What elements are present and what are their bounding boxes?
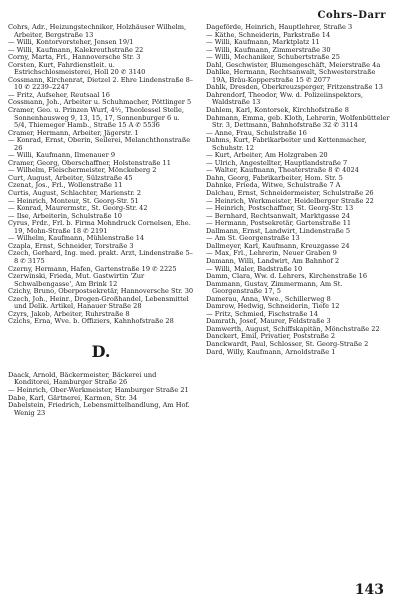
directory-entry: — Am St. Georgenstraße 13 xyxy=(206,234,300,243)
directory-entry: Dabelstein, Friedrich, Lebensmittelhandlung, Am Hof. Wenig 23 xyxy=(8,401,190,417)
directory-entry: — Wilhelm, Kaufmann, Mühlenstraße 14 xyxy=(8,234,145,243)
running-head: Cohrs–Darr xyxy=(317,10,386,21)
section-letter-heading: D. xyxy=(91,341,111,361)
directory-entry: Dahms, Kurt, Fabrikarbeiter und Kettenmacher, Schuhstr. 12 xyxy=(206,136,367,152)
directory-entry: — Heinrich, Ober-Werkmeister, Hamburger Straße 21 xyxy=(8,385,189,394)
directory-entry: Dard, Willy, Kaufmann, Arnoldstraße 1 xyxy=(206,347,336,356)
page-number: 143 xyxy=(354,582,384,598)
directory-entry: Dahnke, Frieda, Witwe, Schulstraße 7 A xyxy=(206,181,341,190)
directory-entry: Danckert, Emil, Privatier, Poststraße 2 xyxy=(206,332,336,341)
page-header xyxy=(0,10,400,24)
directory-entry: Cossmann, Kirchenrat, Dietzel 2. Ehre Lindenstraße 8–10 ✆ 2239–2247 xyxy=(8,75,194,92)
directory-entry: — Wilhelm, Fleischermeister, Mönckeberg 2 xyxy=(8,166,157,175)
left-entries-bottom xyxy=(8,372,194,417)
directory-entry: Daack, Arnold, Bäckermeister, Bäckerei und Konditorei, Hamburger Straße 26 xyxy=(8,370,157,387)
directory-entry: Dageförde, Heinrich, Hauptlehrer, Straße 3 xyxy=(206,23,353,31)
directory-entry: — Willi, Kaufmann, Kalekreuthstraße 22 xyxy=(8,45,144,54)
directory-entry: — Fritz, Aufseher, Reutsaal 16 xyxy=(8,90,110,99)
directory-entry: Damrath, Josef, Maurer, Feldstraße 3 xyxy=(206,317,331,326)
directory-entry: Danckwardt, Paul, Schlosser, St. Georg-Straße 2 xyxy=(206,339,369,348)
directory-entry: Czerny, Hermann, Hafen, Gartenstraße 19 ✆ 2225 xyxy=(8,264,177,273)
directory-entry: Dahrendorf, Theodor, Ww. d. Polizeiinspektors, Waldstraße 13 xyxy=(206,90,364,107)
directory-entry: — Willi, Kaufmann, Zimmerstraße 30 xyxy=(206,45,331,54)
directory-entry: Cossmann, Joh., Arbeiter u. Schuhmacher, Pöttlinger 5 xyxy=(8,98,192,107)
directory-entry: Dahl, Geschwister, Blumengeschäft, Meierstraße 4a xyxy=(206,60,381,69)
directory-entry: Czenat, Jos., Frl., Wollenstraße 11 xyxy=(8,181,123,190)
directory-entry: Czyrs, Jakob, Arbeiter, Ruhrstraße 8 xyxy=(8,309,130,318)
directory-entry: Damerau, Anna, Wwe., Schillerweg 8 xyxy=(206,294,331,303)
directory-entry: Dahmann, Emma, geb. Kloth, Lehrerin, Wolfenbütteler Str. 3, Dettmann, Bahnhofstraße 32 ✆ 3114 xyxy=(206,113,390,130)
directory-entry: — Ulrich, Angestellter, Hauptlandstraße 7 xyxy=(206,158,348,167)
directory-entry: — Hermann, Postsekretär, Gartenstraße 11 xyxy=(206,219,352,228)
directory-entry: — Heinrich, Postschaffner, St. Georg-Str. 13 xyxy=(206,204,354,213)
directory-entry: Czichy, Bruno, Oberpostsekretär, Hannoversche Str. 30 xyxy=(8,287,194,296)
directory-entry: — Willi, Kaufmann, Marktplatz 11 xyxy=(206,38,320,47)
directory-entry: Cyrus, Frdr., Frl. b. Firma Mohndruck Cornelsen, Ehe. 19, Mohn-Straße 18 ✆ 2191 xyxy=(8,219,191,235)
directory-entry: Dammann, Gustav, Zimmermann, Am St. Georgenstraße 17, 5 xyxy=(206,279,343,296)
directory-entry: — Willi, Maler, Badstraße 10 xyxy=(206,264,303,273)
directory-entry: — Konrad, Maurermstr., St. Georg-Str. 42 xyxy=(8,204,148,213)
directory-entry: Czech, Gerhard, Ing. med. prakt. Arzt, Lindenstraße 5–8 ✆ 3175 xyxy=(8,249,193,265)
directory-entry: Cramer, Georg, Oberschaffner, Holstenstraße 11 xyxy=(8,158,171,167)
directory-entry: Curt, August, Arbeiter, Sülzstraße 45 xyxy=(8,173,133,182)
right-entries xyxy=(206,24,392,356)
directory-entry: — Willi, Kaufmann, Ilmenauer 9 xyxy=(8,151,116,160)
directory-entry: Cramer, Geo. u. Prinzen Wurf, 4½, Theolessel Stelle, Sonnenhausweg 9, 13, 15, 17, Sonnenburger 6 u. 5/4, Thiemeger Hamb., Straße 15 A ✆ 5536 xyxy=(8,106,184,130)
directory-entry: Dahn, Georg, Fabrikarbeiter, Hom. Str. 5 xyxy=(206,173,343,182)
directory-entry: — Walter, Kaufmann, Theaterstraße 8 ✆ 4024 xyxy=(206,166,359,175)
directory-entry: Dahlk, Dresden, Oberkreuzsperger, Fritzenstraße 13 xyxy=(206,83,383,92)
directory-entry: Dallmeyer, Karl, Kaufmann, Kreuzgasse 24 xyxy=(206,241,350,250)
directory-entry: Czichs, Erna, Wve. b. Offiziers, Kahnhofstraße 28 xyxy=(8,317,174,326)
directory-entry: Damann, Willi, Landwirt, Am Bahnhof 2 xyxy=(206,256,340,265)
right-column xyxy=(206,24,392,356)
directory-entry: — Willi, Kontorvorsteher, Jensen 19/1 xyxy=(8,38,134,47)
directory-entry: Dalchau, Ernst, Schneidermeister, Schulstraße 26 xyxy=(206,189,374,198)
directory-entry: — Heinrich, Monteur, St. Georg-Str. 51 xyxy=(8,196,139,205)
directory-entry: Damm, Clara, Ww. d. Lehrers, Kirchenstraße 16 xyxy=(206,272,368,281)
directory-entry: Damrow, Hedwig, Schneiderin, Tiefe 12 xyxy=(206,302,340,311)
directory-entry: — Anne, Frau, Schulstraße 16 xyxy=(206,128,307,137)
directory-entry: Czerwinski, Frieda, Mut. Gastwirtin 'Zur Schwalbengasse', Am Brink 12 xyxy=(8,272,145,288)
directory-entry: Czech, Joh., Heinr., Drogen-Großhandel, Lebensmittel und Delik. Artikel, Hanauer Straße 28 xyxy=(8,294,189,311)
directory-entry: — Max, Frl., Lehrerin, Neuer Graben 9 xyxy=(206,249,337,258)
directory-entry: Curtis, August, Schlachter, Marienstr. 2 xyxy=(8,189,142,198)
left-column xyxy=(8,24,194,417)
directory-entry: Dahlem, Karl, Kontorsek, Kirchhofstraße 8 xyxy=(206,106,349,115)
directory-entry: — Bernhard, Rechtsanwalt, Marktgasse 24 xyxy=(206,211,350,220)
directory-entry: Cramer, Hermann, Arbeiter, Jägerstr. 1 xyxy=(8,128,139,137)
directory-entry: — Ilse, Arbeiterin, Schulstraße 10 xyxy=(8,211,122,220)
left-entries-top xyxy=(8,24,194,326)
directory-entry: Corny, Marta, Frl., Hannoversche Str. 3 xyxy=(8,53,141,62)
directory-entry: Damwerth, August, Schiffskapitän, Mönchstraße 22 xyxy=(206,324,380,333)
directory-entry: Dabe, Karl, Gärtnerei, Karmen, Str. 34 xyxy=(8,393,138,402)
directory-entry: — Kurt, Arbeiter, Am Holzgraben 20 xyxy=(206,151,328,160)
directory-entry: Czapla, Ernst, Schneider, Torstraße 3 xyxy=(8,241,134,250)
directory-entry: — Willi, Mechaniker, Schubertstraße 25 xyxy=(206,53,340,62)
directory-entry: Cohrs, Adr., Heizungstechniker, Holzhäuser Wilhelm, Arbeiter, Bergstraße 13 xyxy=(8,23,187,39)
directory-entry: Corsten, Kurt, Fahrdienstleit. u. Estrichschlosmeisterei, Holl 20 ✆ 3140 xyxy=(8,60,146,77)
directory-entry: — Käthe, Schneiderin, Parkstraße 14 xyxy=(206,30,331,39)
directory-entry: Dahlke, Hermann, Rechtsanwalt, Schwesterstraße 19A, Bräu-Kopperstraße 15 ✆ 2077 xyxy=(206,68,376,84)
directory-entry: — Konrad, Ernst, Oberin, Seilerei, Melanchthonstraße 26 xyxy=(8,136,191,152)
directory-entry: — Fritz, Schmied, Fischstraße 14 xyxy=(206,309,318,318)
directory-entry: Dallmann, Ernst, Landwirt, Lindenstraße 5 xyxy=(206,226,351,235)
directory-entry: — Heinrich, Werkmeister, Heidelberger Straße 22 xyxy=(206,196,374,205)
